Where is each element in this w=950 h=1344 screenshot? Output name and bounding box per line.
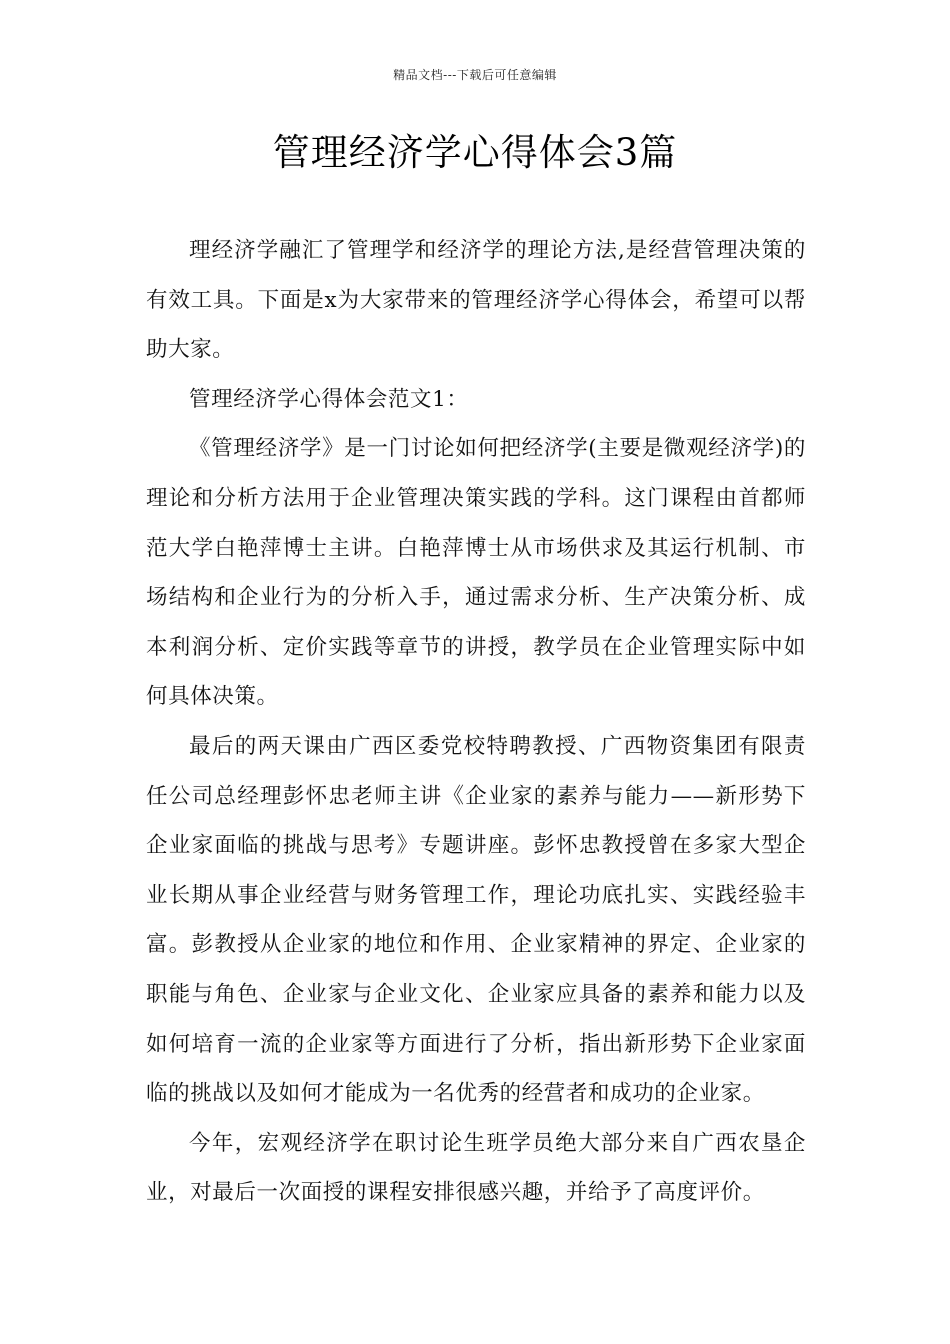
document-title: 管理经济学心得体会3篇 [272, 131, 678, 174]
paragraph-intro: 理经济学融汇了管理学和经济学的理论方法,是经营管理决策的有效工具。下面是x为大家带来的管理经济学心得体会，希望可以帮助大家。 [146, 238, 806, 363]
paragraph-evaluation: 今年，宏观经济学在职讨论生班学员绝大部分来自广西农垦企业，对最后一次面授的课程安排很感兴趣，并给予了高度评价。 [146, 1130, 806, 1206]
paragraph-course-summary: 《管理经济学》是一门讨论如何把经济学(主要是微观经济学)的理论和分析方法用于企业管理决策实践的学科。这门课程由首都师范大学白艳萍博士主讲。白艳萍博士从市场供求及其运行机制、市场结构和企业行为的分析入手，通过需求分析、生产决策分析、成本利润分析、定价实践等章节的讲授，教学员在企业管理实际中如何具体决策。 [146, 436, 806, 710]
header-note: 精品文档---下载后可任意编辑 [393, 68, 557, 82]
paragraph-lecture-summary: 最后的两天课由广西区委党校特聘教授、广西物资集团有限责任公司总经理彭怀忠老师主讲《企业家的素养与能力——新形势下企业家面临的挑战与思考》专题讲座。彭怀忠教授曾在多家大型企业长期从事企业经营与财务管理工作，理论功底扎实、实践经验丰富。彭教授从企业家的地位和作用、企业家精神的界定、企业家的职能与角色、企业家与企业文化、企业家应具备的素养和能力以及如何培育一流的企业家等方面进行了分析，指出新形势下企业家面临的挑战以及如何才能成为一名优秀的经营者和成功的企业家。 [146, 733, 806, 1107]
document-body [146, 226, 806, 1218]
paragraph-section-heading: 管理经济学心得体会范文1： [189, 386, 469, 412]
